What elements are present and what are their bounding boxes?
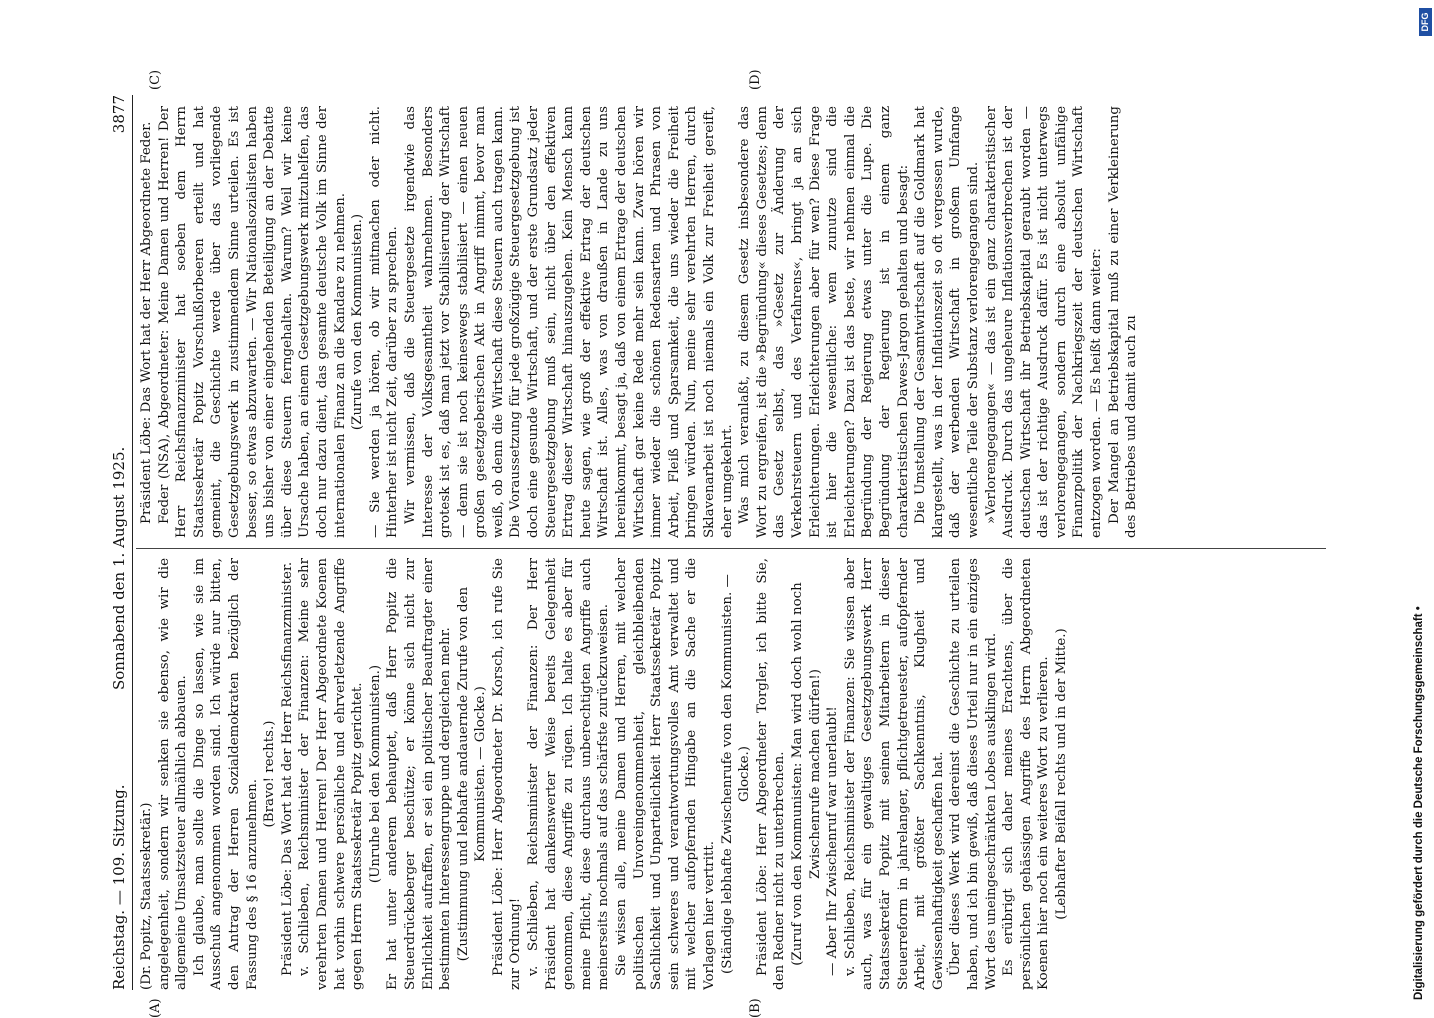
- left-paragraph: Es erübrigt sich daher meines Erachtens, über die persönlichen gehässigen Angriffe des Herrn Abgeordneten Koenen hier noch ein weiteres Wort zu verlieren.: [1001, 558, 1052, 990]
- left-paragraph: (Zustimmung und lebhafte andauernde Zurufe von den Kommunisten. — Glocke.): [455, 586, 489, 962]
- right-paragraph: — Sie werden ja hören, ob wir mitmachen oder nicht. Hinterher ist nicht Zeit, darüber zu sprechen.: [367, 106, 401, 538]
- rotated-page-content: [108, 69, 1333, 1018]
- margin-marker-a: (A): [148, 998, 163, 1018]
- left-paragraph: Er hat unter anderem behauptet, daß Herr Popitz die Steuerdrückeberger beschütze; er könne sich nicht zur Ehrlichkeit aufraffen, er sei ein politischer Beauftragter einer bestimmten Interessengruppe und dergleichen mehr.: [385, 558, 454, 990]
- right-paragraph: »Verlorengegangen« — das ist ein ganz charakteristischer Ausdruck. Durch das ungeheure Inflationsverbrechen ist der deutschen Wirtschaft ihr Betriebskapital geraubt worden — das ist der richtige Ausdruck dafür. Es ist nicht unterwegs verlorengegangen, sondern durch eine absolut unfähige Finanzpolitik der Nachkriegszeit der deutschen Wirtschaft entzogen worden. — Es heißt dann weiter:: [983, 106, 1105, 538]
- right-paragraph: Der Mangel an Betriebskapital muß zu einer Verkleinerung des Betriebes und damit auch zu: [1106, 106, 1140, 538]
- left-paragraph: — Aber Ihr Zwischenruf war unerlaubt!: [825, 706, 841, 976]
- header-date: Sonnabend den 1. August 1925.: [110, 446, 128, 690]
- left-paragraph: (Ständige lebhafte Zwischenrufe von den Kommunisten. — Glocke.): [719, 574, 753, 974]
- running-header: [108, 95, 130, 990]
- left-paragraph: Präsident Löbe: Das Wort hat der Herr Reichsfinanzminister.: [279, 561, 295, 976]
- dfg-logo: [1419, 8, 1432, 36]
- page-number: 3877: [110, 95, 128, 134]
- left-paragraph: v. Schlieben, Reichsminister der Finanzen: Meine sehr verehrten Damen und Herren! Der Herr Abgeordnete Koenen hat vorhin schwere persönliche und ehrverletzende Angriffe gegen Herrn Staatssekretär Popitz gerichtet.: [297, 558, 366, 990]
- right-paragraph: Feder (NSA), Abgeordneter: Meine Damen und Herren! Der Herr Reichsfinanzminister hat soeben dem Herrn Staatssekretär Popitz Vorschußlorbeeren erteilt und hat gemeint, die Geschichte werde über das vorliegende Gesetzgebungswerk in zustimmendem Sinne urteilen. Es ist besser, so etwas abzuwarten. — Wir Nationalsozialisten haben uns bisher von einer eingehenden Beteiligung an der Debatte über diese Steuern ferngehalten. Warum? Weil wir keine Ursache haben, an einem Gesetzgebungswerk mitzuhelfen, das doch nur dazu dient, das gesamte deutsche Volk im Sinne der internationalen Finanz an die Kandare zu nehmen.: [156, 106, 348, 538]
- left-paragraph: (Dr. Popitz, Staatssekretär.): [139, 802, 154, 990]
- right-paragraph: Die Umstellung der Gesamtwirtschaft auf die Goldmark hat klargestellt, was in der Inflationszeit so oft vergessen wurde, daß der werbenden Wirtschaft in großem Umfange wesentliche Teile der Substanz verlorengegangen sind.: [913, 106, 981, 538]
- margin-marker-d: (D): [748, 69, 763, 90]
- left-paragraph: (Unruhe bei den Kommunisten.): [367, 664, 383, 884]
- digitization-credit: Digitalisierung gefördert durch die Deutsche Forschungsgemeinschaft •: [1413, 606, 1425, 1000]
- left-paragraph: Sie wissen alle, meine Damen und Herren, mit welcher politischen Unvoreingenommenheit, gleichbleibenden Sachlichkeit und Unparteilichkeit Herr Staatssekretär Popitz sein schweres und verantwortungsvolles Amt verwaltet und mit welcher aufopfernden Hingabe an die Sache er die Vorlagen hier vertritt.: [614, 558, 717, 990]
- left-paragraph: v. Schlieben, Reichsminister der Finanzen: Der Herr Präsident hat dankenswerter Weise bereits Gelegenheit genommen, diese Angriffe zu rügen. Ich halte es aber für meine Pflicht, diese durchaus unberechtigten Angriffe auch meinerseits nochmals auf das schärfste zurückzuweisen.: [526, 558, 612, 990]
- left-paragraph: angelegenheit, sondern wir senken sie ebenso, wie wir die allgemeine Umsatzsteuer allmählich abbauen.: [156, 558, 190, 990]
- left-paragraph: (Zuruf von den Kommunisten: Man wird doch wohl noch Zwischenrufe machen dürfen!): [789, 582, 823, 966]
- left-paragraph: Präsident Löbe: Herr Abgeordneter Torgler, ich bitte Sie, den Redner nicht zu unterbrechen.: [754, 558, 788, 990]
- left-paragraph: Präsident Löbe: Herr Abgeordneter Dr. Korsch, ich rufe Sie zur Ordnung!: [490, 558, 524, 990]
- left-paragraph: (Bravo! rechts.): [262, 720, 278, 828]
- left-paragraph: (Lebhafter Beifall rechts und in der Mitte.): [1053, 628, 1069, 920]
- dfg-logo-text: DFG: [1420, 12, 1430, 32]
- margin-marker-c: (C): [148, 69, 163, 90]
- left-paragraph: v. Schlieben, Reichsminister der Finanzen: Sie wissen aber auch, was für ein gewaltiges Gesetzgebungswerk Herr Staatssekretär Popitz mit seinen Mitarbeitern in dieser Steuerreform in jahrelanger, pflichtgetreuester, aufopfernder Arbeit, mit größter Sachkenntnis, Klugheit und Gewissenhaftigkeit geschaffen hat.: [842, 558, 946, 990]
- left-column: [138, 558, 1328, 990]
- left-paragraph: Über dieses Werk wird dereinst die Geschichte zu urteilen haben, und ich bin gewiß, daß dieses Urteil nur in ein einziges Wort des uneingeschränkten Lobes ausklingen wird.: [948, 558, 999, 990]
- column-divider: [136, 548, 1326, 549]
- left-paragraph: Ich glaube, man sollte die Dinge so lassen, wie sie im Ausschuß angenommen worden sind. Ich würde nur bitten, den Antrag der Herren Sozialdemokraten bezüglich der Fassung des § 16 anzunehmen.: [191, 558, 260, 990]
- margin-marker-b: (B): [748, 998, 763, 1018]
- header-rule: [132, 95, 133, 990]
- right-paragraph: Wir vermissen, daß die Steuergesetze irgendwie das Interesse der Volksgesamtheit wahrnehmen. Besonders grotesk ist es, daß man jetzt vor Stabilisierung der Wirtschaft — denn sie ist noch keineswegs stabilisiert — einen neuen großen gesetzgeberischen Akt in Angriff nimmt, bevor man weiß, ob denn die Wirtschaft diese Steuern auch tragen kann. Die Voraussetzung für jede großzügige Steuergesetzgebung ist doch eine gesunde Wirtschaft, und der erste Grundsatz jeder Steuergesetzgebung muß sein, nicht über den effektiven Ertrag dieser Wirtschaft hinauszugehen. Kein Mensch kann heute sagen, wie groß der effektive Ertrag der deutschen Wirtschaft ist. Alles, was von draußen in Lande zu uns hereinkommt, besagt ja, daß von einem Ertrage der deutschen Wirtschaft gar keine Rede mehr sein kann. Zwar hören wir immer wieder die schönen Redensarten und Phrasen von Arbeit, Fleiß und Sparsamkeit, die uns wieder die Freiheit bringen würden. Nun, meine sehr verehrten Herren, durch Sklavenarbeit ist noch niemals ein Volk zur Freiheit gereift, eher umgekehrt.: [402, 106, 735, 538]
- header-left: Reichstag. — 109. Sitzung.: [110, 784, 128, 990]
- right-paragraph: Präsident Löbe: Das Wort hat der Herr Abgeordnete Feder.: [139, 121, 154, 524]
- right-column: [138, 106, 1328, 538]
- right-paragraph: Was mich veranlaßt, zu diesem Gesetz insbesondere das Wort zu ergreifen, ist die »Begründung« dieses Gesetzes; denn das Gesetz selbst, das »Gesetz zur Änderung der Verkehrsteuern und des Verfahrens«, bringt ja an sich Erleichterungen. Erleichterungen aber für wen? Diese Frage ist hier die wesentliche: wem zunutze sind die Erleichterungen? Dazu ist das beste, wir nehmen einmal die Begründung der Regierung etwas unter die Lupe. Die Begründung der Regierung ist in einem ganz charakteristischen Dawes-Jargon gehalten und besagt:: [737, 106, 911, 538]
- right-paragraph: (Zurufe von den Kommunisten.): [350, 213, 366, 431]
